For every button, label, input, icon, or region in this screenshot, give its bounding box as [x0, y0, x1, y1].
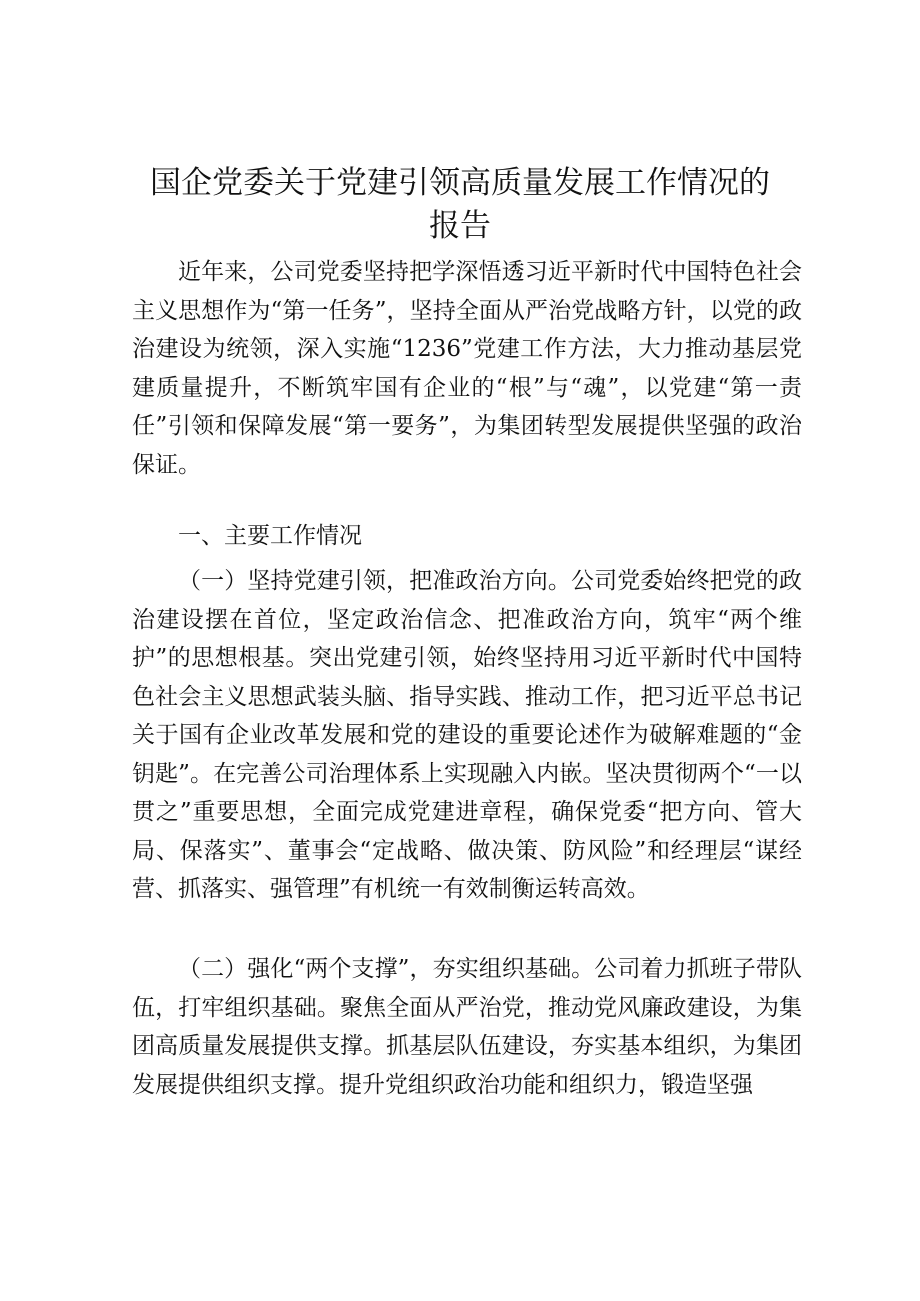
document-title-line-2: 报告: [429, 208, 491, 244]
paragraph-intro: 近年来，公司党委坚持把学深悟透习近平新时代中国特色社会主义思想作为“第一任务”，坚持全面从严治党战略方针，以党的政治建设为统领，深入实施“1236”党建工作方法，大力推动基层党建质量提升，不断筑牢国有企业的“根”与“魂”，以党建“第一责任”引领和保障发展“第一要务”，为集团转型发展提供坚强的政治保证。: [132, 259, 802, 478]
paragraph-two-supports: （二）强化“两个支撑”，夯实组织基础。公司着力抓班子带队伍，打牢组织基础。聚焦全面从严治党，推动党风廉政建设，为集团高质量发展提供支撑。抓基层队伍建设，夯实基本组织，为集团发展提供组织支撑。提升党组织政治功能和组织力，锻造坚强: [132, 956, 802, 1098]
section-heading-main-work: 一、主要工作情况: [178, 523, 362, 549]
paragraph-party-leadership: （一）坚持党建引领，把准政治方向。公司党委始终把党的政治建设摆在首位，坚定政治信念、把准政治方向，筑牢“两个维护”的思想根基。突出党建引领，始终坚持用习近平新时代中国特色社会主义思想武装头脑、指导实践、推动工作，把习近平总书记关于国有企业改革发展和党的建设的重要论述作为破解难题的“金钥匙”。在完善公司治理体系上实现融入内嵌。坚决贯彻两个“一以贯之”重要思想，全面完成党建进章程，确保党委“把方向、管大局、保落实”、董事会“定战略、做决策、防风险”和经理层“谋经营、抓落实、强管理”有机统一有效制衡运转高效。: [132, 568, 802, 902]
document-title-line-1: 国企党委关于党建引领高质量发展工作情况的: [150, 165, 770, 201]
